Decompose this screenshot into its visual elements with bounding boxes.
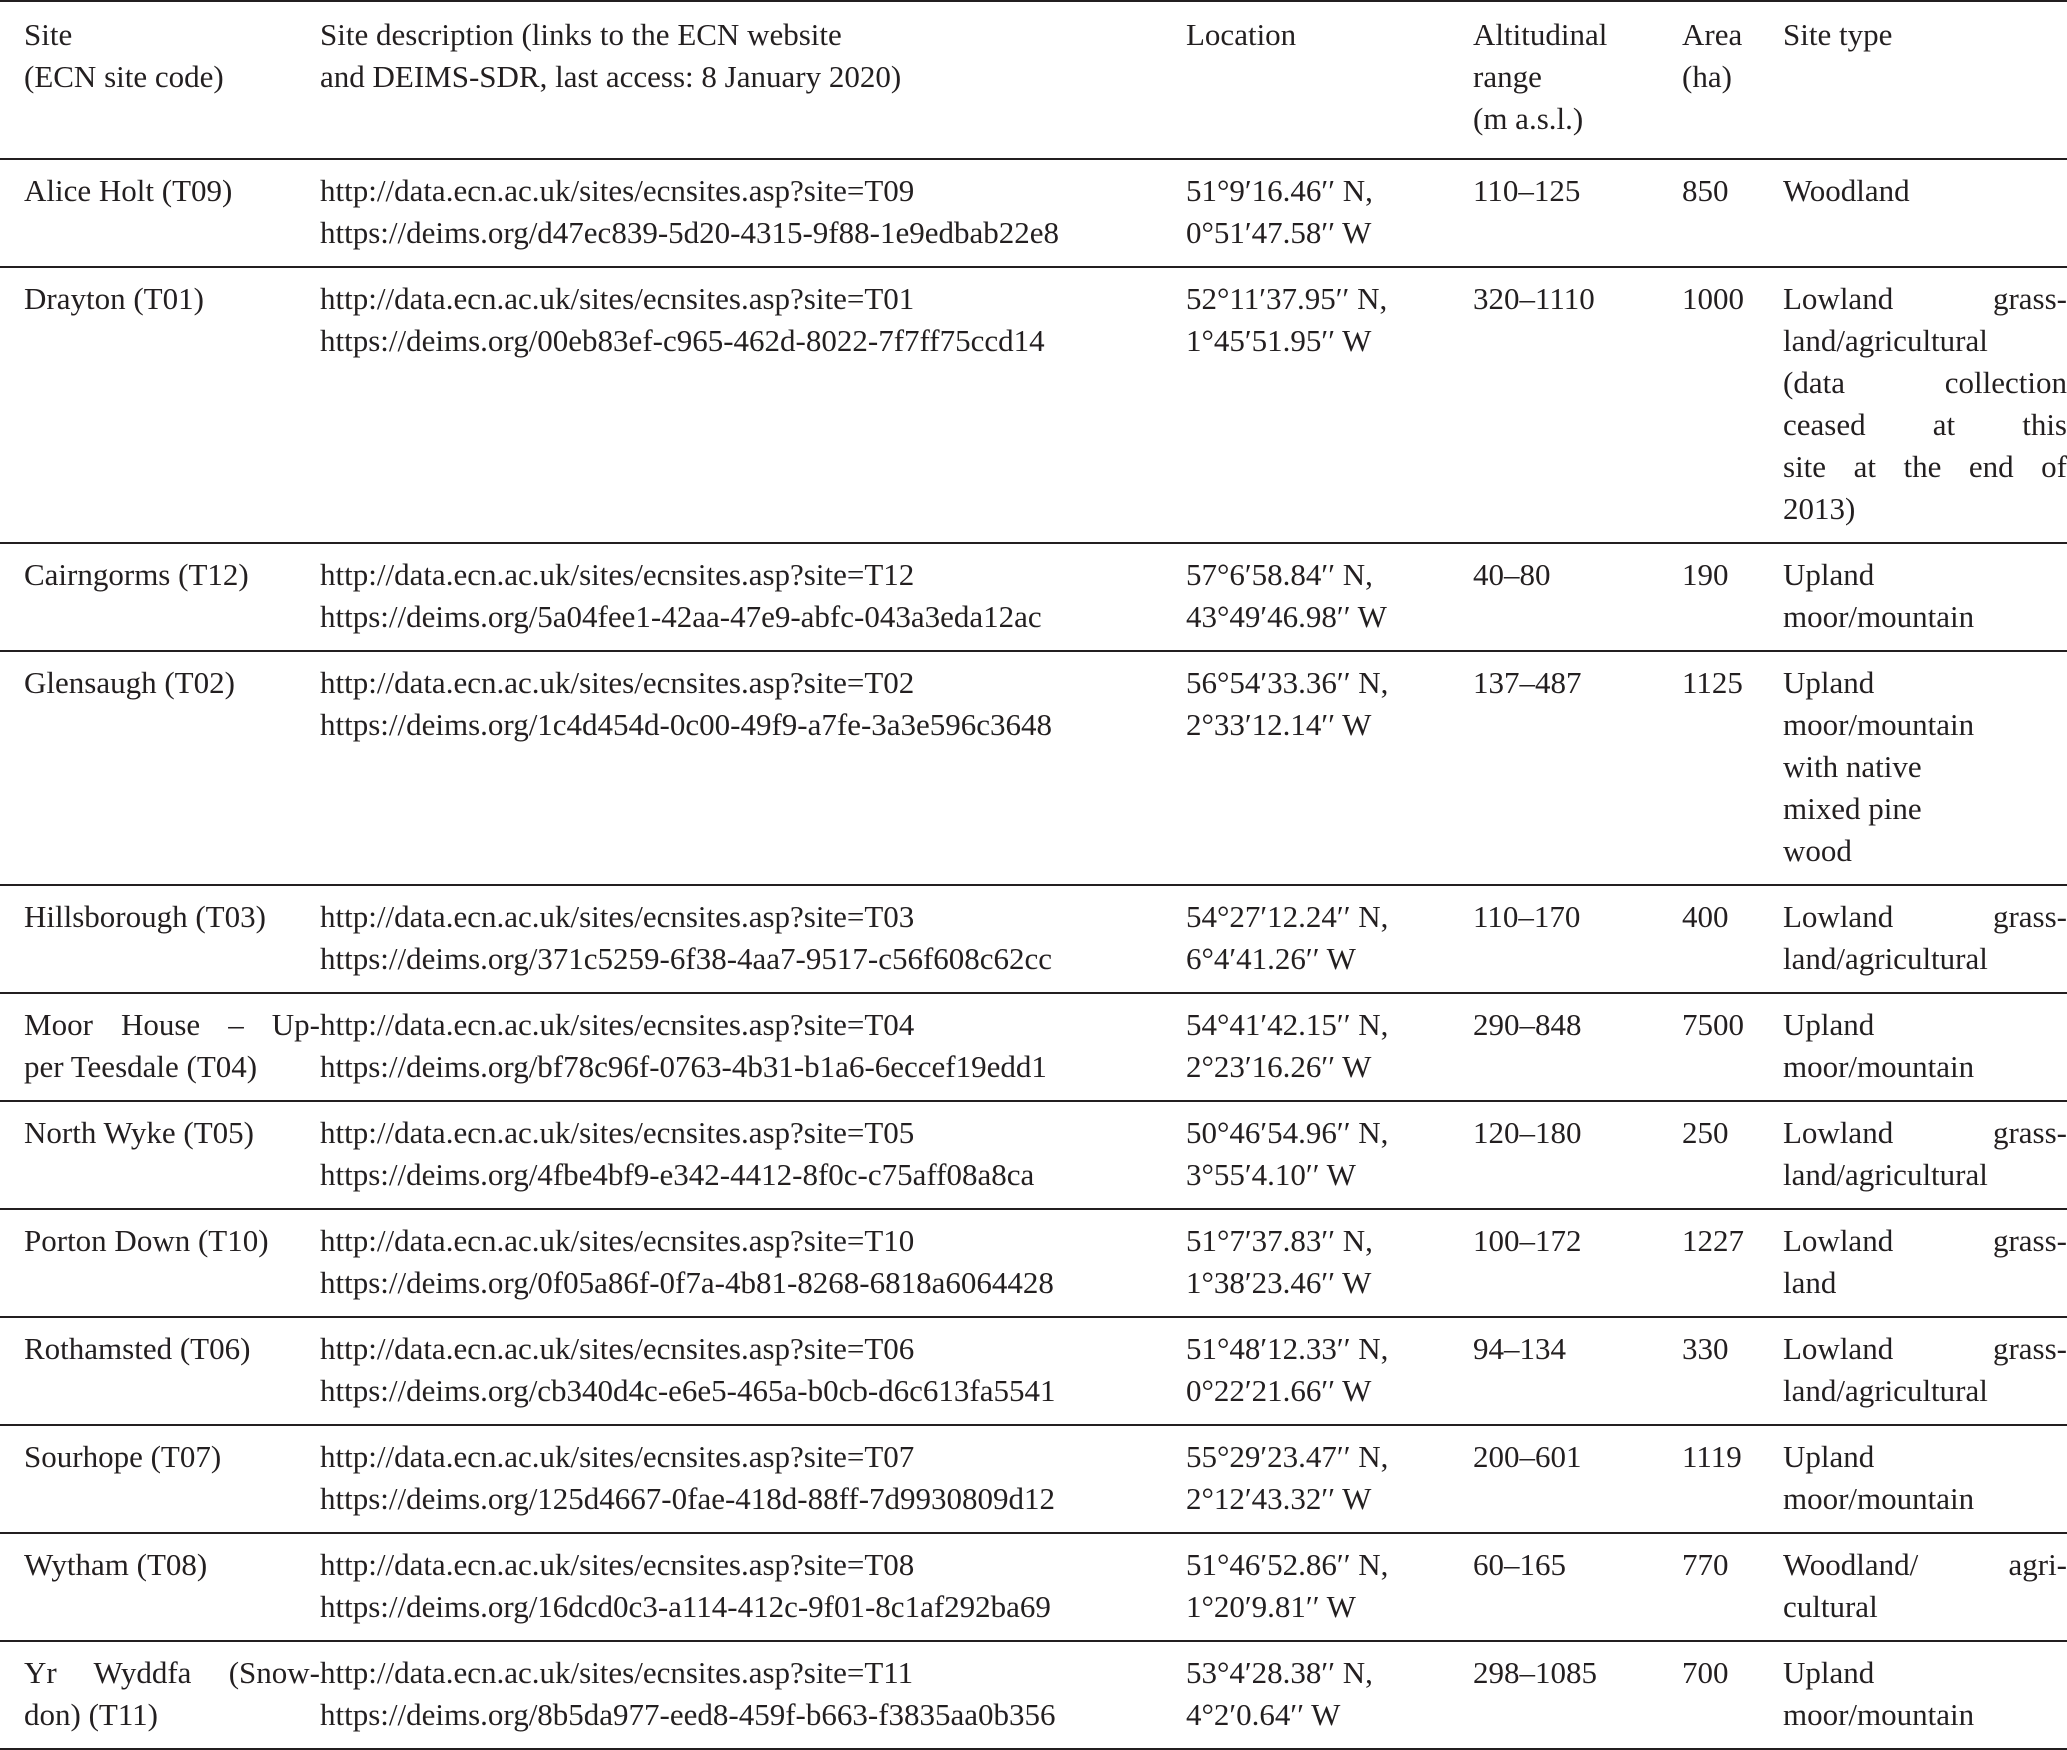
site-type-line: site at the end of (1783, 449, 2067, 484)
altitude-range: 110–125 (1473, 173, 1581, 208)
site-links (320, 1209, 1186, 1317)
table-row (0, 1101, 2067, 1209)
site-name-line: Drayton (T01) (24, 281, 204, 316)
site-links (320, 651, 1186, 885)
site-links (320, 1641, 1186, 1749)
site-location-line: 54°27′12.24′′ N, (1186, 899, 1389, 934)
header-line: range (1473, 59, 1542, 94)
site-type-line: Woodland/ agri- (1783, 1547, 2067, 1582)
site-type-line: Upland (1783, 557, 1875, 592)
site-name (0, 1533, 320, 1641)
site-links (320, 1317, 1186, 1425)
header-line: Site (24, 17, 73, 52)
site-location-line: 43°49′46.98′′ W (1186, 599, 1387, 634)
site-link[interactable]: https://deims.org/16dcd0c3-a114-412c-9f01-8c1af292ba69 (320, 1589, 1051, 1624)
site-type (1783, 159, 2067, 267)
altitude-range: 298–1085 (1473, 1655, 1597, 1690)
site-type-line: ceased at this (1783, 407, 2067, 442)
site-link[interactable]: https://deims.org/1c4d454d-0c00-49f9-a7fe-3a3e596c3648 (320, 707, 1053, 742)
table-row (0, 885, 2067, 993)
site-links (320, 267, 1186, 543)
site-location (1186, 1101, 1473, 1209)
header-location (1186, 1, 1473, 159)
site-name (0, 1209, 320, 1317)
header-line: (m a.s.l.) (1473, 101, 1584, 136)
site-name-line: Alice Holt (T09) (24, 173, 233, 208)
site-name (0, 1641, 320, 1749)
altitude-range: 100–172 (1473, 1223, 1582, 1258)
altitude-range: 320–1110 (1473, 281, 1595, 316)
site-links (320, 993, 1186, 1101)
header-area (1682, 1, 1783, 159)
table-row (0, 1317, 2067, 1425)
site-location-line: 51°46′52.86′′ N, (1186, 1547, 1389, 1582)
site-type-line: Upland (1783, 1655, 1875, 1690)
site-location (1186, 885, 1473, 993)
site-link[interactable]: https://deims.org/bf78c96f-0763-4b31-b1a6-6eccef19edd1 (320, 1049, 1047, 1084)
header-description (320, 1, 1186, 159)
header-line: Location (1186, 17, 1297, 52)
site-name-line: Porton Down (T10) (24, 1223, 269, 1258)
site-link[interactable]: http://data.ecn.ac.uk/sites/ecnsites.asp?site=T06 (320, 1331, 915, 1366)
site-link[interactable]: https://deims.org/0f05a86f-0f7a-4b81-8268-6818a6064428 (320, 1265, 1054, 1300)
header-site (0, 1, 320, 159)
site-link[interactable]: https://deims.org/8b5da977-eed8-459f-b663-f3835aa0b356 (320, 1697, 1056, 1732)
site-area: 1000 (1682, 281, 1744, 316)
header-line: Site description (links to the ECN website (320, 17, 842, 52)
site-area: 700 (1682, 1655, 1729, 1690)
site-location (1186, 993, 1473, 1101)
site-type-line: land/agricultural (1783, 1157, 1988, 1192)
table-row (0, 993, 2067, 1101)
site-location-line: 53°4′28.38′′ N, (1186, 1655, 1373, 1690)
site-type-line: land (1783, 1265, 1837, 1300)
site-links (320, 885, 1186, 993)
altitude-range: 137–487 (1473, 665, 1582, 700)
altitude-range: 120–180 (1473, 1115, 1582, 1150)
site-link[interactable]: http://data.ecn.ac.uk/sites/ecnsites.asp?site=T04 (320, 1007, 915, 1042)
site-location-line: 54°41′42.15′′ N, (1186, 1007, 1389, 1042)
site-location (1186, 1641, 1473, 1749)
site-name (0, 651, 320, 885)
site-name-line: Sourhope (T07) (24, 1439, 222, 1474)
site-name (0, 159, 320, 267)
site-name-line: Yr Wyddfa (Snow- (24, 1655, 320, 1690)
site-type (1783, 1425, 2067, 1533)
site-link[interactable]: http://data.ecn.ac.uk/sites/ecnsites.asp?site=T11 (320, 1655, 914, 1690)
site-area: 400 (1682, 899, 1729, 934)
site-type-line: Upland (1783, 1007, 1875, 1042)
site-location-line: 4°2′0.64′′ W (1186, 1697, 1341, 1732)
table-row (0, 1533, 2067, 1641)
site-type-line: moor/mountain (1783, 1697, 1975, 1732)
site-location-line: 2°23′16.26′′ W (1186, 1049, 1372, 1084)
header-line: Area (1682, 17, 1743, 52)
site-area: 1227 (1682, 1223, 1744, 1258)
site-type (1783, 1317, 2067, 1425)
altitude-range: 60–165 (1473, 1547, 1566, 1582)
site-type-line: wood (1783, 833, 1852, 868)
site-area: 850 (1682, 173, 1729, 208)
site-location-line: 52°11′37.95′′ N, (1186, 281, 1388, 316)
site-location-line: 56°54′33.36′′ N, (1186, 665, 1389, 700)
altitude-range: 94–134 (1473, 1331, 1566, 1366)
header-line: (ha) (1682, 59, 1732, 94)
site-name (0, 1101, 320, 1209)
site-location-line: 1°20′9.81′′ W (1186, 1589, 1356, 1624)
site-location-line: 0°22′21.66′′ W (1186, 1373, 1372, 1408)
site-location-line: 2°33′12.14′′ W (1186, 707, 1372, 742)
header-line: (ECN site code) (24, 59, 224, 94)
table-body (0, 159, 2067, 1749)
site-name (0, 1317, 320, 1425)
site-type-line: mixed pine (1783, 791, 1922, 826)
site-location-line: 2°12′43.32′′ W (1186, 1481, 1372, 1516)
site-location-line: 0°51′47.58′′ W (1186, 215, 1372, 250)
header-row (0, 1, 2067, 159)
site-name (0, 993, 320, 1101)
site-location-line: 51°9′16.46′′ N, (1186, 173, 1373, 208)
site-type-line: land/agricultural (1783, 1373, 1988, 1408)
site-link[interactable]: http://data.ecn.ac.uk/sites/ecnsites.asp?site=T10 (320, 1223, 915, 1258)
site-type-line: land/agricultural (1783, 941, 1988, 976)
site-name-line: per Teesdale (T04) (24, 1049, 258, 1084)
site-type (1783, 885, 2067, 993)
site-area: 1125 (1682, 665, 1743, 700)
site-links (320, 159, 1186, 267)
site-type (1783, 651, 2067, 885)
site-location (1186, 159, 1473, 267)
site-links (320, 1101, 1186, 1209)
site-type (1783, 267, 2067, 543)
site-name-line: North Wyke (T05) (24, 1115, 255, 1150)
site-type-line: moor/mountain (1783, 1481, 1975, 1516)
site-type-line: Lowland grass- (1783, 899, 2067, 934)
site-type-line: cultural (1783, 1589, 1878, 1624)
site-type-line: Upland (1783, 665, 1875, 700)
site-link[interactable]: http://data.ecn.ac.uk/sites/ecnsites.asp?site=T05 (320, 1115, 915, 1150)
site-name (0, 543, 320, 651)
site-type-line: Upland (1783, 1439, 1875, 1474)
site-name-line: Wytham (T08) (24, 1547, 208, 1582)
site-links (320, 1533, 1186, 1641)
table-row (0, 543, 2067, 651)
site-location-line: 1°38′23.46′′ W (1186, 1265, 1372, 1300)
site-link[interactable]: https://deims.org/371c5259-6f38-4aa7-9517-c56f608c62cc (320, 941, 1053, 976)
header-line: Altitudinal (1473, 17, 1608, 52)
table-row (0, 1641, 2067, 1749)
site-name-line: Cairngorms (T12) (24, 557, 249, 592)
site-type-line: with native (1783, 749, 1922, 784)
site-location-line: 57°6′58.84′′ N, (1186, 557, 1373, 592)
site-links (320, 543, 1186, 651)
site-location-line: 3°55′4.10′′ W (1186, 1157, 1356, 1192)
site-name (0, 1425, 320, 1533)
header-altitude (1473, 1, 1682, 159)
site-link[interactable]: https://deims.org/d47ec839-5d20-4315-9f88-1e9edbab22e8 (320, 215, 1059, 250)
site-type-line: (data collection (1783, 365, 2067, 400)
altitude-range: 200–601 (1473, 1439, 1582, 1474)
site-location-line: 1°45′51.95′′ W (1186, 323, 1372, 358)
site-area: 190 (1682, 557, 1729, 592)
site-name-line: Moor House – Up- (24, 1007, 320, 1042)
site-location (1186, 1425, 1473, 1533)
site-name (0, 267, 320, 543)
table-row (0, 267, 2067, 543)
site-type-line: Lowland grass- (1783, 1115, 2067, 1150)
site-link[interactable]: https://deims.org/cb340d4c-e6e5-465a-b0cb-d6c613fa5541 (320, 1373, 1056, 1408)
site-name-line: Rothamsted (T06) (24, 1331, 251, 1366)
table-row (0, 651, 2067, 885)
site-link[interactable]: https://deims.org/125d4667-0fae-418d-88ff-7d9930809d12 (320, 1481, 1056, 1516)
site-location-line: 51°7′37.83′′ N, (1186, 1223, 1373, 1258)
header-site-type (1783, 1, 2067, 159)
table-row (0, 159, 2067, 267)
header-line: Site type (1783, 17, 1893, 52)
site-name-line: Hillsborough (T03) (24, 899, 266, 934)
site-location-line: 50°46′54.96′′ N, (1186, 1115, 1389, 1150)
site-name-line: don) (T11) (24, 1697, 159, 1732)
table-row (0, 1209, 2067, 1317)
site-link[interactable]: http://data.ecn.ac.uk/sites/ecnsites.asp?site=T03 (320, 899, 915, 934)
site-link[interactable]: http://data.ecn.ac.uk/sites/ecnsites.asp?site=T02 (320, 665, 915, 700)
site-link[interactable]: https://deims.org/4fbe4bf9-e342-4412-8f0c-c75aff08a8ca (320, 1157, 1035, 1192)
site-type-line: Lowland grass- (1783, 281, 2067, 316)
site-link[interactable]: http://data.ecn.ac.uk/sites/ecnsites.asp?site=T12 (320, 557, 915, 592)
site-link[interactable]: https://deims.org/5a04fee1-42aa-47e9-abfc-043a3eda12ac (320, 599, 1042, 634)
site-type (1783, 1641, 2067, 1749)
site-link[interactable]: http://data.ecn.ac.uk/sites/ecnsites.asp?site=T08 (320, 1547, 915, 1582)
header-line: and DEIMS-SDR, last access: 8 January 2020) (320, 59, 902, 94)
site-area: 250 (1682, 1115, 1729, 1150)
site-type (1783, 543, 2067, 651)
site-type (1783, 993, 2067, 1101)
site-type-line: Woodland (1783, 173, 1910, 208)
table-row (0, 1425, 2067, 1533)
site-location-line: 6°4′41.26′′ W (1186, 941, 1356, 976)
site-link[interactable]: http://data.ecn.ac.uk/sites/ecnsites.asp?site=T01 (320, 281, 915, 316)
site-type (1783, 1209, 2067, 1317)
site-location (1186, 543, 1473, 651)
site-type-line: Lowland grass- (1783, 1331, 2067, 1366)
site-type-line: land/agricultural (1783, 323, 1988, 358)
site-area: 330 (1682, 1331, 1729, 1366)
site-link[interactable]: http://data.ecn.ac.uk/sites/ecnsites.asp?site=T07 (320, 1439, 915, 1474)
site-location-line: 55°29′23.47′′ N, (1186, 1439, 1389, 1474)
site-area: 1119 (1682, 1439, 1742, 1474)
site-type-line: moor/mountain (1783, 1049, 1975, 1084)
site-name (0, 885, 320, 993)
site-area: 770 (1682, 1547, 1729, 1582)
site-location-line: 51°48′12.33′′ N, (1186, 1331, 1389, 1366)
altitude-range: 290–848 (1473, 1007, 1582, 1042)
site-name-line: Glensaugh (T02) (24, 665, 235, 700)
site-links (320, 1425, 1186, 1533)
altitude-range: 110–170 (1473, 899, 1581, 934)
altitude-range: 40–80 (1473, 557, 1551, 592)
site-type-line: moor/mountain (1783, 599, 1975, 634)
site-type-line: moor/mountain (1783, 707, 1975, 742)
site-type-line: Lowland grass- (1783, 1223, 2067, 1258)
site-location (1186, 1209, 1473, 1317)
site-type (1783, 1533, 2067, 1641)
site-location (1186, 1533, 1473, 1641)
site-location (1186, 267, 1473, 543)
site-link[interactable]: https://deims.org/00eb83ef-c965-462d-8022-7f7ff75ccd14 (320, 323, 1045, 358)
site-type-line: 2013) (1783, 491, 1856, 526)
site-link[interactable]: http://data.ecn.ac.uk/sites/ecnsites.asp?site=T09 (320, 173, 915, 208)
site-type (1783, 1101, 2067, 1209)
site-area: 7500 (1682, 1007, 1744, 1042)
site-location (1186, 651, 1473, 885)
site-location (1186, 1317, 1473, 1425)
